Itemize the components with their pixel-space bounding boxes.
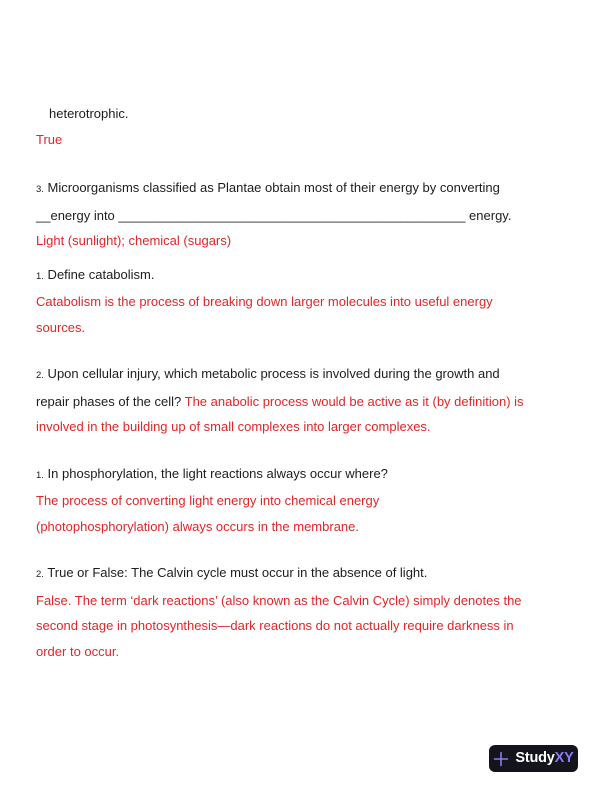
question-3-line-2 <box>36 203 596 229</box>
question-number: 1. <box>36 270 44 282</box>
question-2-injury-line-1 <box>36 361 596 389</box>
studyxy-logo <box>489 745 578 772</box>
answer-line <box>36 588 596 614</box>
question-text: heterotrophic. <box>49 106 129 121</box>
answer-text: second stage in photosynthesis—dark reactions do not actually require darkness in <box>36 618 514 633</box>
question-text: True or False: The Calvin cycle must occur in the absence of light. <box>43 565 428 580</box>
answer-text: (photophosphorylation) always occurs in the membrane. <box>36 518 360 534</box>
answer-text: True <box>36 131 63 147</box>
question-2-injury-line-2 <box>36 389 596 415</box>
question-text: repair phases of the cell? <box>36 393 185 409</box>
answer-text: sources. <box>36 319 86 335</box>
answer-line <box>36 639 596 665</box>
document-body <box>36 101 596 664</box>
question-number: 3. <box>36 184 44 195</box>
logo-xy-text: XY <box>554 750 574 767</box>
question-text: Microorganisms classified as Plantae obtain most of their energy by converting <box>43 180 500 195</box>
question-1-define-line <box>36 262 596 290</box>
answer-text: The process of converting light energy into chemical energy <box>36 493 380 508</box>
question-text: Upon cellular injury, which metabolic process is involved during the growth and <box>43 366 500 381</box>
answer-text: Light (sunlight); chemical (sugars) <box>36 233 232 248</box>
question-number: 2. <box>36 569 44 580</box>
plus-icon <box>493 751 509 767</box>
answer-text: Catabolism is the process of breaking down larger molecules into useful energy <box>36 294 493 309</box>
studyxy-wordmark <box>515 751 573 766</box>
question-text: In phosphorylation, the light reactions always occur where? <box>43 465 388 481</box>
question-number: 2. <box>36 370 44 381</box>
answer-line <box>36 228 596 254</box>
answer-text: The anabolic process would be active as it (by definition) is <box>184 393 524 409</box>
answer-text: False. The term ‘dark reactions’ (also known as the Calvin Cycle) simply denotes the <box>36 592 522 608</box>
answer-line <box>36 315 596 341</box>
answer-line <box>36 414 596 440</box>
question-text: Define catabolism. <box>43 266 155 282</box>
question-continuation-line <box>36 101 596 127</box>
question-number: 1. <box>36 469 44 481</box>
question-text: __energy into ________________________________________________ energy. <box>36 207 512 223</box>
answer-line <box>36 613 596 639</box>
question-1-phosphorylation-line <box>36 461 596 489</box>
answer-line <box>36 514 596 540</box>
answer-line <box>36 488 596 514</box>
answer-text: involved in the building up of small complexes into larger complexes. <box>36 419 431 434</box>
answer-text: order to occur. <box>36 643 120 659</box>
question-2-calvin-line <box>36 560 596 588</box>
logo-study-text: Study <box>515 750 555 767</box>
answer-line <box>36 289 596 315</box>
answer-line <box>36 127 596 153</box>
question-3-line-1 <box>36 175 596 203</box>
